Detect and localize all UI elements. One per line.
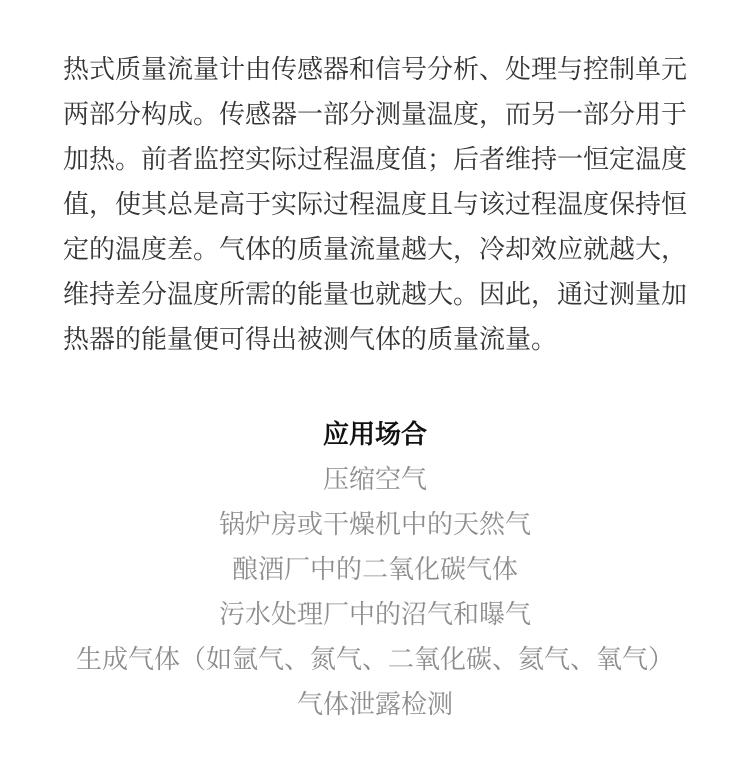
application-item: 气体泄露检测 xyxy=(296,689,453,719)
application-item: 生成气体（如氩气、氮气、二氧化碳、氦气、氧气） xyxy=(75,644,674,674)
applications-section xyxy=(63,412,687,727)
applications-title: 应用场合 xyxy=(322,419,427,449)
application-item: 污水处理厂中的沼气和曝气 xyxy=(218,599,531,629)
application-item: 压缩空气 xyxy=(322,464,427,494)
content-area xyxy=(63,0,687,727)
application-item: 酿酒厂中的二氧化碳气体 xyxy=(231,554,518,584)
application-item: 锅炉房或干燥机中的天然气 xyxy=(218,509,531,539)
intro-paragraph: 热式质量流量计由传感器和信号分析、处理与控制单元两部分构成。传感器一部分测量温度，而另一部分用于加热。前者监控实际过程温度值；后者维持一恒定温度值，使其总是高于实际过程温度且与该过程温度保持恒定的温度差。气体的质量流量越大，冷却效应就越大，维持差分温度所需的能量也就越大。因此，通过测量加热器的能量便可得出被测气体的质量流量。 xyxy=(63,54,688,354)
application-list xyxy=(63,457,687,727)
